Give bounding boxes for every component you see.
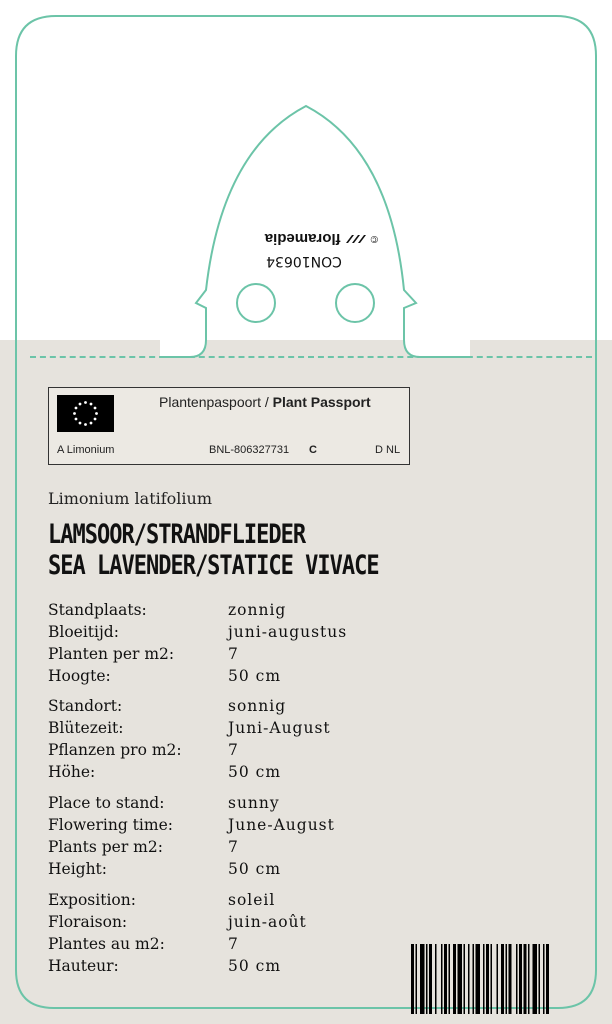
info-row bbox=[48, 665, 488, 687]
info-row bbox=[48, 621, 488, 643]
plant-passport bbox=[48, 387, 410, 465]
info-label: Plantes au m2: bbox=[48, 935, 165, 953]
info-row bbox=[48, 858, 488, 880]
info-row bbox=[48, 761, 488, 783]
info-block-nl bbox=[48, 599, 488, 687]
product-code: CON10634 bbox=[266, 253, 342, 269]
passport-title bbox=[159, 394, 371, 410]
floramedia-leaf-icon bbox=[345, 233, 367, 245]
info-row bbox=[48, 643, 488, 665]
info-row bbox=[48, 814, 488, 836]
info-label: Planten per m2: bbox=[48, 645, 175, 663]
info-value: 7 bbox=[228, 935, 239, 953]
passport-field-d: D NL bbox=[375, 444, 401, 456]
info-row bbox=[48, 792, 488, 814]
info-value: zonnig bbox=[228, 601, 287, 619]
eu-flag-icon bbox=[57, 395, 114, 432]
info-block-en bbox=[48, 792, 488, 880]
info-value: June-August bbox=[228, 816, 335, 834]
passport-field-b: BNL-806327731 bbox=[209, 444, 290, 456]
common-name-line-1: LAMSOOR/STRANDFLIEDER bbox=[48, 520, 306, 550]
info-label: Höhe: bbox=[48, 763, 96, 781]
info-value: sunny bbox=[228, 794, 280, 812]
fold-line bbox=[30, 356, 592, 358]
info-label: Plants per m2: bbox=[48, 838, 163, 856]
info-block-de bbox=[48, 695, 488, 783]
info-row bbox=[48, 911, 488, 933]
info-row bbox=[48, 739, 488, 761]
info-value: 50 cm bbox=[228, 957, 282, 975]
info-value: 7 bbox=[228, 645, 239, 663]
info-label: Flowering time: bbox=[48, 816, 173, 834]
info-label: Place to stand: bbox=[48, 794, 165, 812]
info-value: juin-août bbox=[228, 913, 307, 931]
brand-name: floramedia bbox=[264, 230, 341, 248]
info-row bbox=[48, 717, 488, 739]
info-row bbox=[48, 836, 488, 858]
passport-field-c: C bbox=[309, 444, 317, 456]
passport-title-bold: Plant Passport bbox=[272, 394, 371, 410]
info-label: Hoogte: bbox=[48, 667, 111, 685]
barcode bbox=[411, 944, 589, 1014]
info-value: 7 bbox=[228, 838, 239, 856]
info-value: sonnig bbox=[228, 697, 287, 715]
latin-name: Limonium latifolium bbox=[48, 489, 212, 508]
info-label: Hauteur: bbox=[48, 957, 119, 975]
info-value: 50 cm bbox=[228, 667, 282, 685]
info-value: 50 cm bbox=[228, 763, 282, 781]
floramedia-logo bbox=[238, 228, 378, 250]
passport-field-a: A Limonium bbox=[57, 444, 115, 456]
info-label: Standplaats: bbox=[48, 601, 147, 619]
info-label: Height: bbox=[48, 860, 108, 878]
copyright-symbol: © bbox=[370, 233, 378, 245]
info-value: Juni-August bbox=[228, 719, 331, 737]
info-label: Bloeitijd: bbox=[48, 623, 119, 641]
info-row bbox=[48, 889, 488, 911]
info-value: juni-augustus bbox=[228, 623, 348, 641]
info-label: Standort: bbox=[48, 697, 123, 715]
info-label: Blütezeit: bbox=[48, 719, 124, 737]
common-name-line-2: SEA LAVENDER/STATICE VIVACE bbox=[48, 551, 379, 581]
info-row bbox=[48, 599, 488, 621]
info-value: soleil bbox=[228, 891, 276, 909]
info-label: Pflanzen pro m2: bbox=[48, 741, 182, 759]
info-row bbox=[48, 695, 488, 717]
info-value: 50 cm bbox=[228, 860, 282, 878]
passport-title-regular: Plantenpaspoort / bbox=[159, 394, 269, 410]
info-value: 7 bbox=[228, 741, 239, 759]
info-label: Floraison: bbox=[48, 913, 128, 931]
info-label: Exposition: bbox=[48, 891, 136, 909]
